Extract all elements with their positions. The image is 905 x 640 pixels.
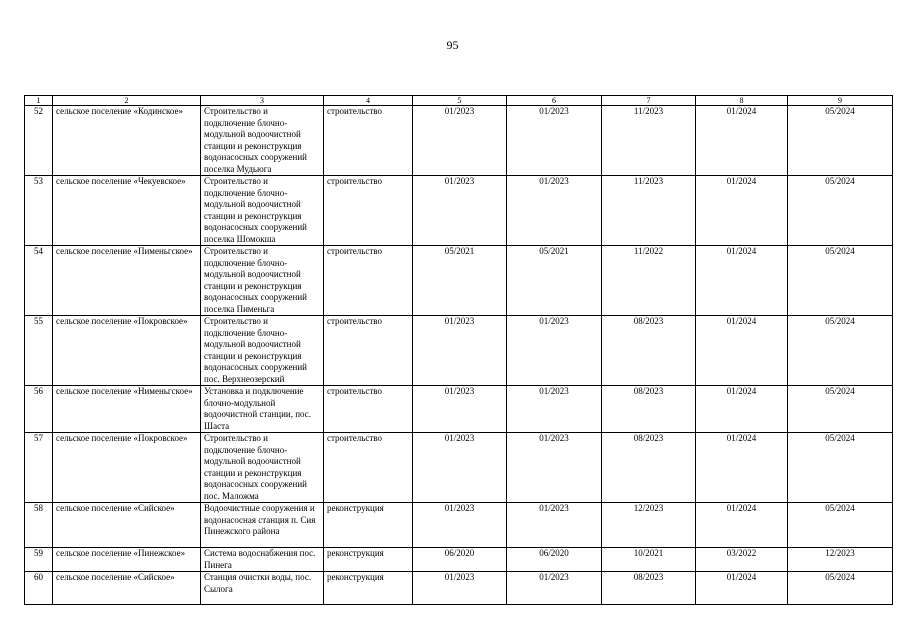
date-cell: 05/2024 [788,316,893,386]
object-cell: Строительство и подключение блочно-модульной водоочистной станции и реконструкция водонасосных сооружений поселка Мудьюга [201,106,324,176]
column-header: 3 [201,96,324,106]
date-cell: 01/2024 [696,386,788,433]
date-cell: 01/2023 [507,316,602,386]
date-cell: 11/2022 [602,246,696,316]
row-number: 55 [25,316,53,386]
object-cell: Водоочистные сооружения и водонасосная станция п. Сия Пинежского района [201,503,324,548]
date-cell: 01/2024 [696,572,788,605]
date-cell: 01/2024 [696,106,788,176]
settlement-cell: сельское поселение «Сийское» [53,572,201,605]
work-type-cell: строительство [324,106,413,176]
date-cell: 12/2023 [602,503,696,548]
date-cell: 08/2023 [602,433,696,503]
column-header: 6 [507,96,602,106]
date-cell: 01/2023 [507,106,602,176]
table-row [25,503,893,548]
table-row [25,106,893,176]
work-type-cell: строительство [324,316,413,386]
column-header: 4 [324,96,413,106]
work-type-cell: строительство [324,433,413,503]
row-number: 58 [25,503,53,548]
column-header: 7 [602,96,696,106]
settlement-cell: сельское поселение «Покровское» [53,433,201,503]
date-cell: 08/2023 [602,572,696,605]
date-cell: 01/2023 [413,572,507,605]
column-header: 5 [413,96,507,106]
date-cell: 05/2024 [788,386,893,433]
table-row [25,548,893,572]
work-type-cell: реконструкция [324,572,413,605]
page-number: 95 [446,38,459,52]
object-cell: Система водоснабжения пос. Пинега [201,548,324,572]
row-number: 56 [25,386,53,433]
date-cell: 03/2022 [696,548,788,572]
date-cell: 01/2023 [507,386,602,433]
date-cell: 05/2024 [788,176,893,246]
date-cell: 08/2023 [602,386,696,433]
date-cell: 01/2023 [413,386,507,433]
date-cell: 05/2021 [507,246,602,316]
row-number: 60 [25,572,53,605]
date-cell: 05/2024 [788,106,893,176]
date-cell: 11/2023 [602,176,696,246]
date-cell: 01/2023 [507,503,602,548]
date-cell: 01/2023 [413,503,507,548]
table-row [25,433,893,503]
date-cell: 01/2023 [507,572,602,605]
date-cell: 06/2020 [507,548,602,572]
work-type-cell: реконструкция [324,503,413,548]
date-cell: 01/2023 [413,176,507,246]
date-cell: 05/2021 [413,246,507,316]
row-number: 57 [25,433,53,503]
date-cell: 05/2024 [788,503,893,548]
date-cell: 05/2024 [788,246,893,316]
row-number: 54 [25,246,53,316]
settlement-cell: сельское поселение «Покровское» [53,316,201,386]
column-header: 9 [788,96,893,106]
settlement-cell: сельское поселение «Нименьгское» [53,386,201,433]
work-type-cell: строительство [324,176,413,246]
date-cell: 01/2023 [507,433,602,503]
work-type-cell: строительство [324,386,413,433]
row-number: 53 [25,176,53,246]
table-row [25,316,893,386]
date-cell: 01/2023 [507,176,602,246]
settlement-cell: сельское поселение «Пименьгское» [53,246,201,316]
date-cell: 11/2023 [602,106,696,176]
date-cell: 06/2020 [413,548,507,572]
header-row [25,96,893,106]
schedule-table [24,95,893,605]
date-cell: 01/2024 [696,433,788,503]
row-number: 52 [25,106,53,176]
object-cell: Строительство и подключение блочно-модульной водоочистной станции и реконструкция водонасосных сооружений пос. Верхнеозерский [201,316,324,386]
object-cell: Строительство и подключение блочно-модульной водоочистной станции и реконструкция водонасосных сооружений пос. Маложма [201,433,324,503]
object-cell: Станция очистки воды, пос. Сылога [201,572,324,605]
row-number: 59 [25,548,53,572]
settlement-cell: сельское поселение «Чекуевское» [53,176,201,246]
work-type-cell: реконструкция [324,548,413,572]
column-header: 2 [53,96,201,106]
table-row [25,176,893,246]
object-cell: Установка и подключение блочно-модульной водоочистной станции, пос. Шаста [201,386,324,433]
date-cell: 01/2024 [696,316,788,386]
table-row [25,386,893,433]
object-cell: Строительство и подключение блочно-модульной водоочистной станции и реконструкция водонасосных сооружений поселка Шомокша [201,176,324,246]
date-cell: 01/2023 [413,433,507,503]
date-cell: 01/2023 [413,316,507,386]
date-cell: 01/2024 [696,176,788,246]
column-header: 8 [696,96,788,106]
date-cell: 01/2024 [696,503,788,548]
settlement-cell: сельское поселение «Пинежское» [53,548,201,572]
date-cell: 05/2024 [788,572,893,605]
settlement-cell: сельское поселение «Сийское» [53,503,201,548]
table-row [25,246,893,316]
date-cell: 05/2024 [788,433,893,503]
table-row [25,572,893,605]
object-cell: Строительство и подключение блочно-модульной водоочистной станции и реконструкция водонасосных сооружений поселка Пименьга [201,246,324,316]
column-header: 1 [25,96,53,106]
date-cell: 10/2021 [602,548,696,572]
settlement-cell: сельское поселение «Кодинское» [53,106,201,176]
date-cell: 01/2023 [413,106,507,176]
work-type-cell: строительство [324,246,413,316]
date-cell: 01/2024 [696,246,788,316]
date-cell: 08/2023 [602,316,696,386]
date-cell: 12/2023 [788,548,893,572]
